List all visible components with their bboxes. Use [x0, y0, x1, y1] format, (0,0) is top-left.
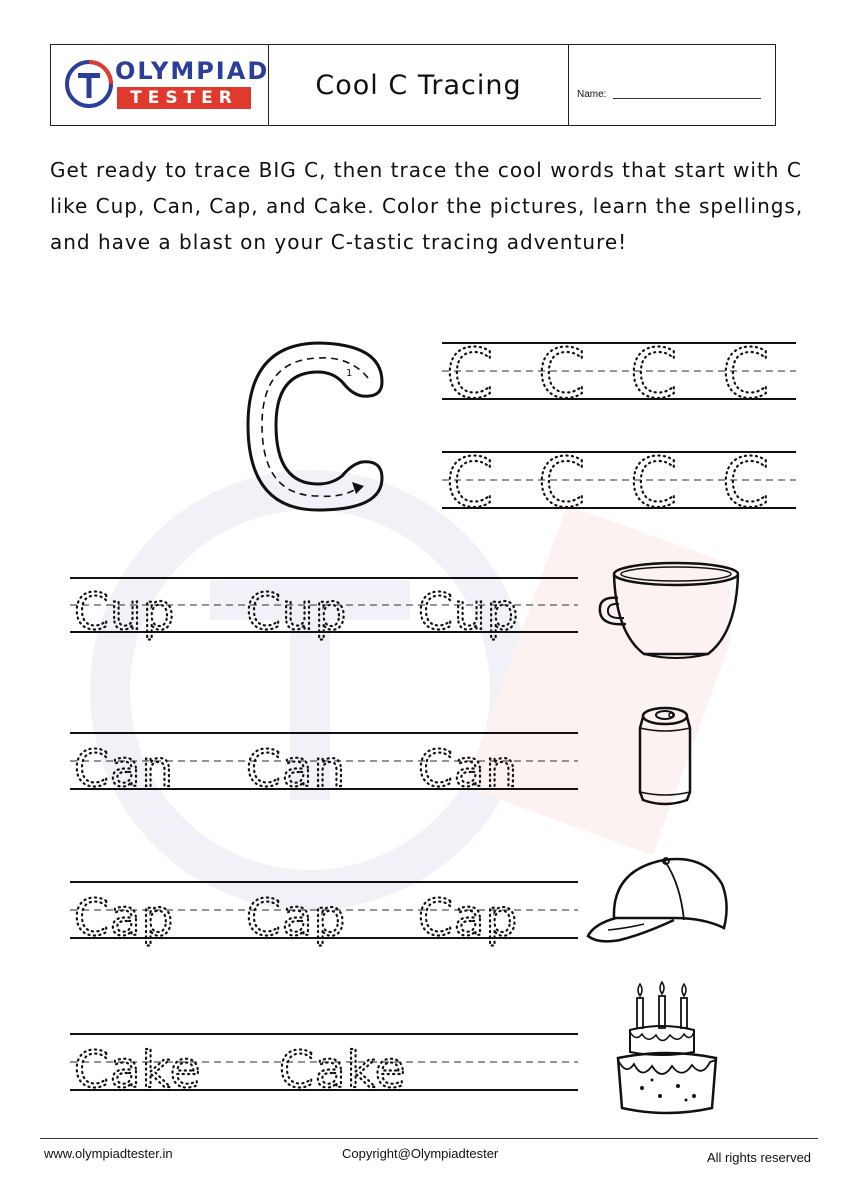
- trace-word: C: [538, 444, 587, 523]
- trace-word: Can: [74, 740, 175, 798]
- logo-text-top: OLYMPIAD: [115, 57, 270, 85]
- trace-word: Cup: [418, 583, 520, 641]
- cup-icon: [594, 558, 744, 668]
- footer-website: www.olympiadtester.in: [44, 1146, 173, 1161]
- cap-icon: [584, 848, 734, 948]
- name-label: Name:: [577, 89, 607, 100]
- trace-word: C: [538, 335, 587, 414]
- footer-divider: [40, 1138, 818, 1139]
- trace-word: C: [630, 444, 679, 523]
- trace-word: C: [446, 335, 495, 414]
- trace-word: Cap: [246, 889, 347, 947]
- stroke-number: 1: [346, 368, 353, 379]
- footer-copyright: Copyright@Olympiadtester: [342, 1146, 499, 1161]
- trace-word: C: [630, 335, 679, 414]
- trace-word: Cake: [279, 1041, 407, 1099]
- intro-paragraph: Get ready to trace BIG C, then trace the cool words that start with C like Cup, Can, Cap, and Cake. Color the pictures, learn the spellings, and have a blast on your C-tastic tracing adventure!: [50, 158, 804, 254]
- trace-word: C: [722, 444, 771, 523]
- cake-icon: [612, 980, 722, 1120]
- footer-rights: All rights reserved: [707, 1150, 812, 1165]
- trace-word: Can: [418, 740, 519, 798]
- trace-word: Cap: [74, 889, 175, 947]
- trace-word: Cake: [74, 1041, 202, 1099]
- trace-word: C: [722, 335, 771, 414]
- trace-word: Cap: [418, 889, 519, 947]
- stroke-arrow-icon: [352, 482, 364, 494]
- trace-word: Cup: [246, 583, 348, 641]
- can-icon: [630, 702, 700, 812]
- trace-word: C: [446, 444, 495, 523]
- trace-word: Cup: [74, 583, 176, 641]
- logo-text-bottom: TESTER: [117, 87, 251, 109]
- page-title: Cool C Tracing: [315, 69, 522, 101]
- big-letter-c-outline: [248, 343, 382, 510]
- trace-word: Can: [246, 740, 347, 798]
